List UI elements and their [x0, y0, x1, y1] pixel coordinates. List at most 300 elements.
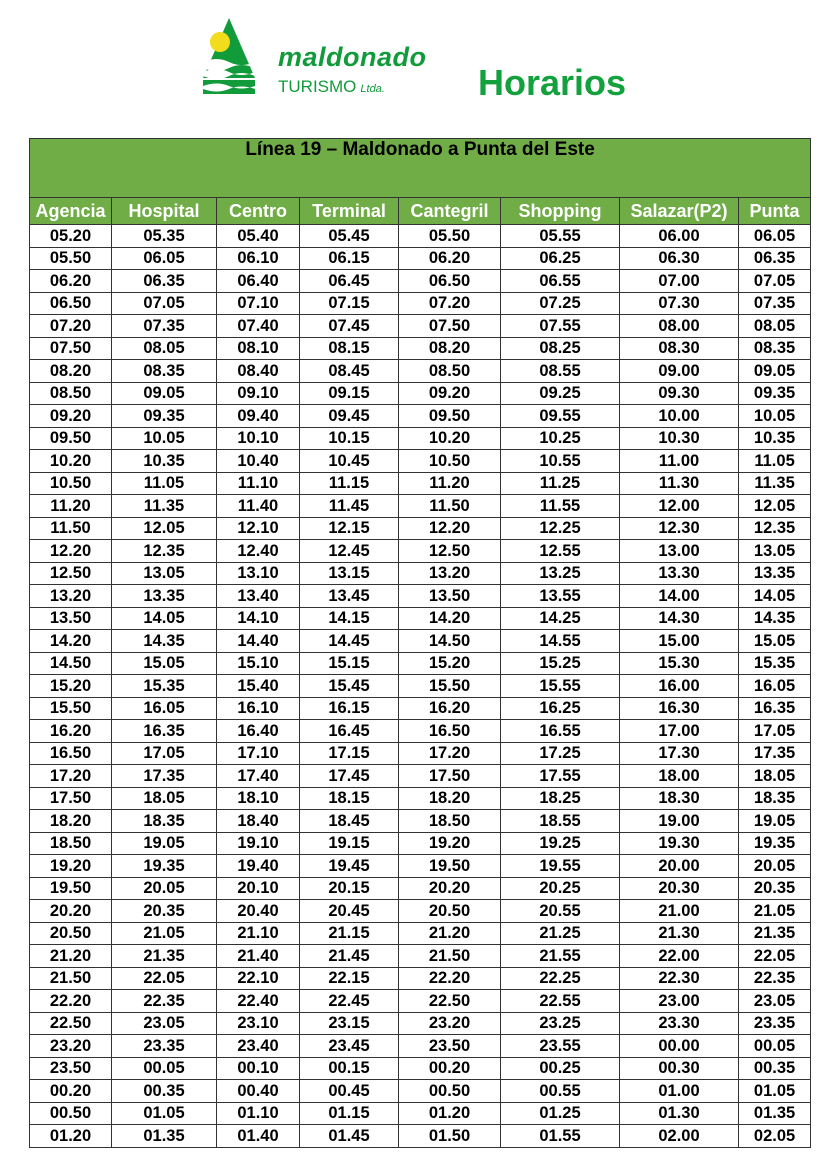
table-cell: 17.30: [620, 742, 739, 765]
table-row: [30, 1102, 811, 1125]
table-cell: 14.45: [300, 630, 399, 653]
table-cell: 07.35: [112, 315, 217, 338]
table-cell: 18.15: [300, 787, 399, 810]
column-header: Cantegril: [399, 198, 501, 225]
table-cell: 21.05: [739, 900, 811, 923]
table-cell: 17.05: [739, 720, 811, 743]
table-cell: 07.15: [300, 292, 399, 315]
table-cell: 16.05: [112, 697, 217, 720]
table-cell: 00.20: [30, 1080, 112, 1103]
table-cell: 12.55: [501, 540, 620, 563]
table-row: [30, 1125, 811, 1148]
table-cell: 18.45: [300, 810, 399, 833]
table-row: [30, 1057, 811, 1080]
table-cell: 16.55: [501, 720, 620, 743]
table-cell: 10.20: [399, 427, 501, 450]
table-row: [30, 562, 811, 585]
table-cell: 17.35: [112, 765, 217, 788]
table-cell: 08.05: [112, 337, 217, 360]
table-cell: 16.05: [739, 675, 811, 698]
table-cell: 17.25: [501, 742, 620, 765]
table-cell: 15.30: [620, 652, 739, 675]
table-cell: 11.30: [620, 472, 739, 495]
table-cell: 13.00: [620, 540, 739, 563]
table-cell: 08.15: [300, 337, 399, 360]
table-cell: 00.30: [620, 1057, 739, 1080]
table-cell: 08.50: [30, 382, 112, 405]
table-cell: 19.25: [501, 832, 620, 855]
table-cell: 12.30: [620, 517, 739, 540]
table-body: [30, 225, 811, 1148]
table-cell: 16.10: [217, 697, 300, 720]
table-cell: 19.10: [217, 832, 300, 855]
table-cell: 11.20: [399, 472, 501, 495]
table-row: [30, 742, 811, 765]
table-cell: 10.35: [112, 450, 217, 473]
table-cell: 13.30: [620, 562, 739, 585]
table-cell: 11.40: [217, 495, 300, 518]
table-cell: 10.35: [739, 427, 811, 450]
table-cell: 00.05: [112, 1057, 217, 1080]
table-cell: 21.30: [620, 922, 739, 945]
table-cell: 15.20: [399, 652, 501, 675]
table-cell: 09.05: [739, 360, 811, 383]
table-cell: 19.55: [501, 855, 620, 878]
table-cell: 13.55: [501, 585, 620, 608]
table-row: [30, 900, 811, 923]
table-cell: 20.05: [739, 855, 811, 878]
table-cell: 07.50: [30, 337, 112, 360]
table-cell: 20.35: [112, 900, 217, 923]
table-row: [30, 832, 811, 855]
table-row: [30, 787, 811, 810]
table-cell: 23.05: [112, 1012, 217, 1035]
table-row: [30, 382, 811, 405]
table-cell: 01.55: [501, 1125, 620, 1148]
table-row: [30, 472, 811, 495]
table-cell: 21.35: [112, 945, 217, 968]
table-cell: 20.10: [217, 877, 300, 900]
table-cell: 11.35: [112, 495, 217, 518]
table-row: [30, 270, 811, 293]
table-cell: 19.20: [399, 832, 501, 855]
column-header: Centro: [217, 198, 300, 225]
table-cell: 18.55: [501, 810, 620, 833]
table-cell: 23.15: [300, 1012, 399, 1035]
table-cell: 18.30: [620, 787, 739, 810]
table-cell: 15.25: [501, 652, 620, 675]
table-cell: 21.10: [217, 922, 300, 945]
table-cell: 23.35: [739, 1012, 811, 1035]
table-cell: 06.50: [399, 270, 501, 293]
table-cell: 17.35: [739, 742, 811, 765]
table-cell: 12.15: [300, 517, 399, 540]
page-header: [0, 0, 822, 135]
table-cell: 13.35: [112, 585, 217, 608]
table-cell: 14.35: [112, 630, 217, 653]
table-cell: 20.05: [112, 877, 217, 900]
table-cell: 22.55: [501, 990, 620, 1013]
table-cell: 16.50: [30, 742, 112, 765]
table-cell: 01.35: [112, 1125, 217, 1148]
table-row: [30, 607, 811, 630]
table-cell: 07.05: [739, 270, 811, 293]
table-cell: 22.20: [399, 967, 501, 990]
table-cell: 19.00: [620, 810, 739, 833]
table-cell: 14.15: [300, 607, 399, 630]
table-cell: 21.35: [739, 922, 811, 945]
table-cell: 20.40: [217, 900, 300, 923]
table-cell: 11.20: [30, 495, 112, 518]
table-row: [30, 765, 811, 788]
table-cell: 12.35: [112, 540, 217, 563]
table-cell: 21.55: [501, 945, 620, 968]
table-cell: 09.45: [300, 405, 399, 428]
table-cell: 23.50: [399, 1035, 501, 1058]
table-row: [30, 945, 811, 968]
table-row: [30, 247, 811, 270]
table-cell: 22.25: [501, 967, 620, 990]
table-cell: 07.25: [501, 292, 620, 315]
table-cell: 01.00: [620, 1080, 739, 1103]
table-cell: 20.35: [739, 877, 811, 900]
table-cell: 16.50: [399, 720, 501, 743]
table-cell: 01.30: [620, 1102, 739, 1125]
table-cell: 21.45: [300, 945, 399, 968]
table-cell: 06.20: [30, 270, 112, 293]
table-row: [30, 855, 811, 878]
table-cell: 05.20: [30, 225, 112, 248]
table-cell: 18.40: [217, 810, 300, 833]
table-row: [30, 495, 811, 518]
table-cell: 06.35: [739, 247, 811, 270]
table-cell: 13.40: [217, 585, 300, 608]
table-cell: 05.40: [217, 225, 300, 248]
table-cell: 09.30: [620, 382, 739, 405]
table-cell: 10.45: [300, 450, 399, 473]
table-cell: 16.20: [399, 697, 501, 720]
table-cell: 22.30: [620, 967, 739, 990]
table-cell: 23.05: [739, 990, 811, 1013]
table-cell: 10.55: [501, 450, 620, 473]
table-cell: 15.45: [300, 675, 399, 698]
table-cell: 08.05: [739, 315, 811, 338]
table-cell: 00.50: [399, 1080, 501, 1103]
table-cell: 09.10: [217, 382, 300, 405]
table-title: Línea 19 – Maldonado a Punta del Este: [30, 139, 811, 198]
table-cell: 22.15: [300, 967, 399, 990]
table-cell: 10.50: [30, 472, 112, 495]
table-cell: 12.50: [30, 562, 112, 585]
table-cell: 15.55: [501, 675, 620, 698]
table-cell: 11.10: [217, 472, 300, 495]
table-cell: 14.40: [217, 630, 300, 653]
table-cell: 14.20: [30, 630, 112, 653]
table-cell: 14.05: [112, 607, 217, 630]
table-cell: 23.20: [30, 1035, 112, 1058]
table-cell: 00.45: [300, 1080, 399, 1103]
table-cell: 14.35: [739, 607, 811, 630]
table-row: [30, 585, 811, 608]
table-cell: 15.35: [112, 675, 217, 698]
table-cell: 07.35: [739, 292, 811, 315]
table-cell: 23.30: [620, 1012, 739, 1035]
table-cell: 20.00: [620, 855, 739, 878]
table-row: [30, 1035, 811, 1058]
table-cell: 09.05: [112, 382, 217, 405]
table-cell: 07.45: [300, 315, 399, 338]
table-cell: 01.20: [30, 1125, 112, 1148]
schedule-table: [29, 138, 811, 1148]
table-cell: 10.00: [620, 405, 739, 428]
table-cell: 10.20: [30, 450, 112, 473]
table-cell: 22.10: [217, 967, 300, 990]
table-row: [30, 1012, 811, 1035]
table-cell: 14.55: [501, 630, 620, 653]
table-cell: 07.20: [399, 292, 501, 315]
table-cell: 18.00: [620, 765, 739, 788]
table-cell: 16.30: [620, 697, 739, 720]
table-row: [30, 517, 811, 540]
table-cell: 18.50: [399, 810, 501, 833]
table-cell: 06.10: [217, 247, 300, 270]
table-cell: 12.20: [30, 540, 112, 563]
table-cell: 05.50: [30, 247, 112, 270]
table-cell: 14.20: [399, 607, 501, 630]
table-cell: 07.20: [30, 315, 112, 338]
table-cell: 23.35: [112, 1035, 217, 1058]
table-cell: 16.00: [620, 675, 739, 698]
table-cell: 00.35: [112, 1080, 217, 1103]
table-cell: 09.35: [739, 382, 811, 405]
table-cell: 11.05: [112, 472, 217, 495]
table-cell: 23.40: [217, 1035, 300, 1058]
table-row: [30, 810, 811, 833]
table-cell: 18.25: [501, 787, 620, 810]
table-cell: 17.20: [399, 742, 501, 765]
table-cell: 01.50: [399, 1125, 501, 1148]
table-cell: 09.35: [112, 405, 217, 428]
brand-sub-suffix: Ltda.: [360, 83, 385, 95]
table-cell: 20.20: [399, 877, 501, 900]
column-header: Punta: [739, 198, 811, 225]
table-cell: 19.20: [30, 855, 112, 878]
table-cell: 17.40: [217, 765, 300, 788]
table-cell: 17.55: [501, 765, 620, 788]
brand-subtitle: [278, 77, 385, 99]
table-row: [30, 337, 811, 360]
column-header: Terminal: [300, 198, 399, 225]
table-cell: 15.40: [217, 675, 300, 698]
table-cell: 09.20: [399, 382, 501, 405]
table-cell: 06.45: [300, 270, 399, 293]
table-cell: 01.35: [739, 1102, 811, 1125]
table-row: [30, 225, 811, 248]
table-row: [30, 427, 811, 450]
table-cell: 17.50: [30, 787, 112, 810]
table-row: [30, 877, 811, 900]
table-cell: 15.50: [30, 697, 112, 720]
table-cell: 13.35: [739, 562, 811, 585]
table-cell: 17.05: [112, 742, 217, 765]
table-cell: 19.35: [112, 855, 217, 878]
table-row: [30, 630, 811, 653]
table-cell: 08.10: [217, 337, 300, 360]
table-cell: 09.55: [501, 405, 620, 428]
table-cell: 14.10: [217, 607, 300, 630]
table-cell: 00.50: [30, 1102, 112, 1125]
column-header: Shopping: [501, 198, 620, 225]
table-cell: 13.25: [501, 562, 620, 585]
table-cell: 19.15: [300, 832, 399, 855]
table-cell: 23.50: [30, 1057, 112, 1080]
table-cell: 21.05: [112, 922, 217, 945]
table-cell: 21.50: [30, 967, 112, 990]
table-row: [30, 720, 811, 743]
table-cell: 22.50: [30, 1012, 112, 1035]
table-row: [30, 1080, 811, 1103]
table-cell: 16.20: [30, 720, 112, 743]
table-cell: 08.35: [112, 360, 217, 383]
table-cell: 16.45: [300, 720, 399, 743]
table-cell: 17.20: [30, 765, 112, 788]
table-cell: 07.40: [217, 315, 300, 338]
table-cell: 15.10: [217, 652, 300, 675]
table-cell: 20.15: [300, 877, 399, 900]
table-cell: 11.35: [739, 472, 811, 495]
table-cell: 13.15: [300, 562, 399, 585]
table-row: [30, 967, 811, 990]
table-cell: 15.05: [112, 652, 217, 675]
table-cell: 22.40: [217, 990, 300, 1013]
table-row: [30, 315, 811, 338]
table-cell: 12.20: [399, 517, 501, 540]
table-cell: 10.40: [217, 450, 300, 473]
table-cell: 22.05: [739, 945, 811, 968]
table-cell: 00.55: [501, 1080, 620, 1103]
maldonado-turismo-logo-icon: [201, 16, 257, 96]
table-cell: 21.00: [620, 900, 739, 923]
table-cell: 08.20: [399, 337, 501, 360]
table-cell: 13.50: [399, 585, 501, 608]
table-cell: 19.05: [112, 832, 217, 855]
table-cell: 12.40: [217, 540, 300, 563]
table-cell: 02.05: [739, 1125, 811, 1148]
table-cell: 22.35: [739, 967, 811, 990]
table-row: [30, 405, 811, 428]
column-header: Agencia: [30, 198, 112, 225]
table-cell: 20.55: [501, 900, 620, 923]
table-cell: 11.45: [300, 495, 399, 518]
table-cell: 09.20: [30, 405, 112, 428]
table-cell: 19.05: [739, 810, 811, 833]
table-cell: 06.20: [399, 247, 501, 270]
table-cell: 01.10: [217, 1102, 300, 1125]
table-cell: 13.20: [399, 562, 501, 585]
table-cell: 10.30: [620, 427, 739, 450]
table-cell: 21.20: [399, 922, 501, 945]
table-cell: 15.15: [300, 652, 399, 675]
table-cell: 12.10: [217, 517, 300, 540]
table-cell: 06.00: [620, 225, 739, 248]
table-cell: 19.45: [300, 855, 399, 878]
table-cell: 22.05: [112, 967, 217, 990]
table-cell: 19.50: [399, 855, 501, 878]
table-cell: 07.10: [217, 292, 300, 315]
table-cell: 07.00: [620, 270, 739, 293]
table-row: [30, 540, 811, 563]
table-cell: 15.50: [399, 675, 501, 698]
table-cell: 09.15: [300, 382, 399, 405]
table-cell: 08.35: [739, 337, 811, 360]
table-cell: 20.30: [620, 877, 739, 900]
table-title-row: [30, 139, 811, 198]
table-cell: 15.20: [30, 675, 112, 698]
table-cell: 12.25: [501, 517, 620, 540]
table-cell: 08.20: [30, 360, 112, 383]
table-cell: 23.55: [501, 1035, 620, 1058]
table-cell: 08.40: [217, 360, 300, 383]
table-cell: 10.05: [739, 405, 811, 428]
table-cell: 17.00: [620, 720, 739, 743]
table-cell: 12.50: [399, 540, 501, 563]
table-cell: 11.55: [501, 495, 620, 518]
table-cell: 20.50: [30, 922, 112, 945]
table-cell: 16.35: [739, 697, 811, 720]
table-cell: 21.40: [217, 945, 300, 968]
table-cell: 07.05: [112, 292, 217, 315]
table-cell: 05.35: [112, 225, 217, 248]
table-cell: 15.35: [739, 652, 811, 675]
table-cell: 21.20: [30, 945, 112, 968]
table-cell: 16.25: [501, 697, 620, 720]
table-row: [30, 675, 811, 698]
table-cell: 10.10: [217, 427, 300, 450]
table-cell: 13.20: [30, 585, 112, 608]
table-cell: 07.50: [399, 315, 501, 338]
table-cell: 22.45: [300, 990, 399, 1013]
table-cell: 18.05: [739, 765, 811, 788]
table-cell: 12.45: [300, 540, 399, 563]
table-cell: 19.35: [739, 832, 811, 855]
table-cell: 10.25: [501, 427, 620, 450]
column-header: Salazar(P2): [620, 198, 739, 225]
table-cell: 21.50: [399, 945, 501, 968]
brand-name: maldonado: [278, 42, 427, 72]
table-cell: 23.10: [217, 1012, 300, 1035]
table-cell: 20.50: [399, 900, 501, 923]
table-cell: 06.50: [30, 292, 112, 315]
table-cell: 09.00: [620, 360, 739, 383]
table-cell: 01.45: [300, 1125, 399, 1148]
table-cell: 02.00: [620, 1125, 739, 1148]
table-cell: 00.25: [501, 1057, 620, 1080]
table-row: [30, 450, 811, 473]
table-cell: 05.50: [399, 225, 501, 248]
table-cell: 13.05: [112, 562, 217, 585]
table-cell: 08.25: [501, 337, 620, 360]
table-cell: 01.15: [300, 1102, 399, 1125]
table-cell: 14.00: [620, 585, 739, 608]
page-title: Horarios: [478, 62, 627, 103]
table-cell: 18.20: [399, 787, 501, 810]
table-cell: 09.50: [399, 405, 501, 428]
table-cell: 06.05: [739, 225, 811, 248]
table-cell: 10.15: [300, 427, 399, 450]
table-cell: 17.10: [217, 742, 300, 765]
table-cell: 07.55: [501, 315, 620, 338]
brand-sub-text: TURISMO: [278, 77, 357, 96]
